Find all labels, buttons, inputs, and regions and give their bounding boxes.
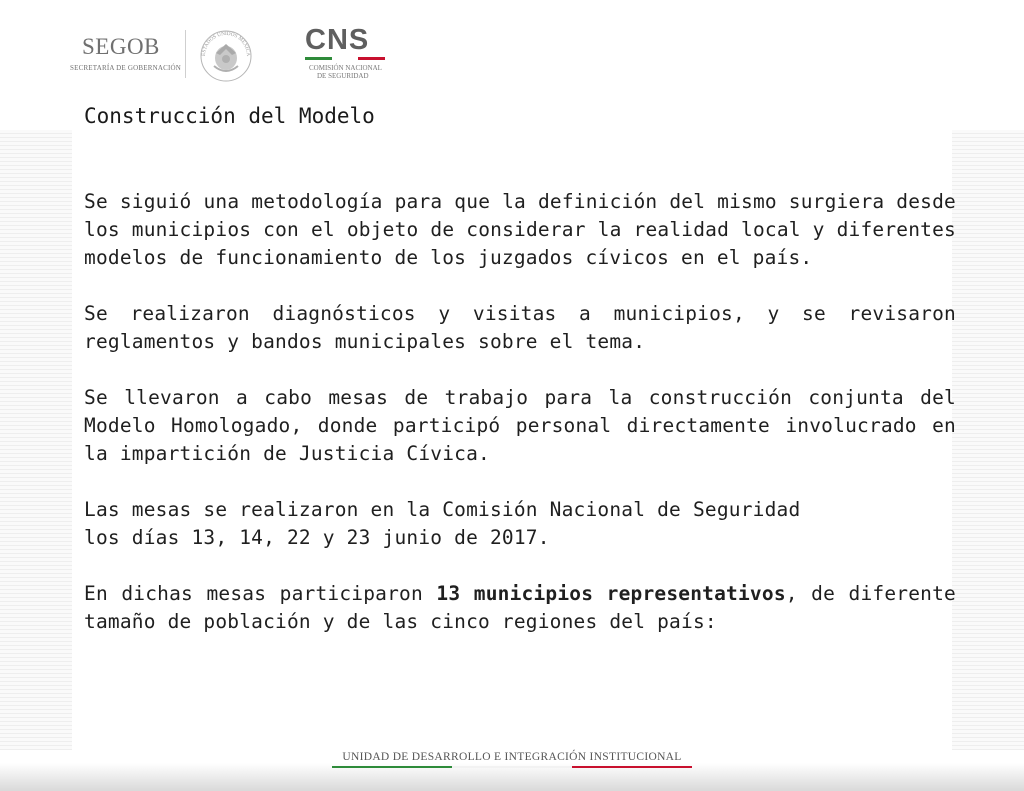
page-title: Construcción del Modelo (84, 104, 375, 128)
cns-logo-text: CNS (305, 24, 370, 56)
cns-logo (305, 24, 389, 84)
seal-text: ESTADOS UNIDOS MEXICA (200, 30, 252, 57)
participants-text-after: , de diferente tamaño de población y de las cinco regiones del país: (84, 582, 956, 633)
segob-logo-subtitle: SECRETARÍA DE GOBERNACIÓN (70, 64, 181, 72)
cns-logo-subtitle-1: COMISIÓN NACIONAL (309, 64, 382, 72)
paragraph-dates (84, 496, 956, 552)
segob-logo (70, 30, 180, 80)
cns-flag-stripe (305, 57, 385, 60)
paragraph-diagnostics: Se realizaron diagnósticos y visitas a municipios, y se revisaron reglamentos y bandos municipales sobre el tema. (84, 302, 956, 353)
footer-unit-name: UNIDAD DE DESARROLLO E INTEGRACIÓN INSTITUCIONAL (342, 751, 682, 763)
footer-flag-stripe (332, 766, 692, 768)
right-background-stripes (952, 130, 1024, 750)
participants-text-before: En dichas mesas participaron (84, 582, 437, 605)
participants-highlight: 13 municipios representativos (436, 582, 786, 605)
left-background-stripes (0, 130, 72, 750)
paragraph-dates-line-2: los días 13, 14, 22 y 23 junio de 2017. (84, 526, 550, 549)
paragraph-methodology: Se siguió una metodología para que la definición del mismo surgiera desde los municipios con el objeto de considerar la realidad local y diferentes modelos de funcionamiento de los juzgados cívicos en el país. (84, 190, 956, 269)
mexico-coat-of-arms-seal-icon (196, 26, 256, 82)
paragraph-participants (84, 580, 956, 636)
logo-divider (185, 30, 186, 78)
paragraph-dates-line-1: Las mesas se realizaron en la Comisión Nacional de Seguridad (84, 498, 801, 521)
cns-logo-subtitle-2: DE SEGURIDAD (317, 72, 369, 80)
body-content (84, 188, 956, 664)
segob-logo-text: SEGOB (82, 34, 160, 59)
paragraph-work-tables: Se llevaron a cabo mesas de trabajo para la construcción conjunta del Modelo Homologado, donde participó personal directamente involucrado en la impartición de Justicia Cívica. (84, 386, 956, 465)
